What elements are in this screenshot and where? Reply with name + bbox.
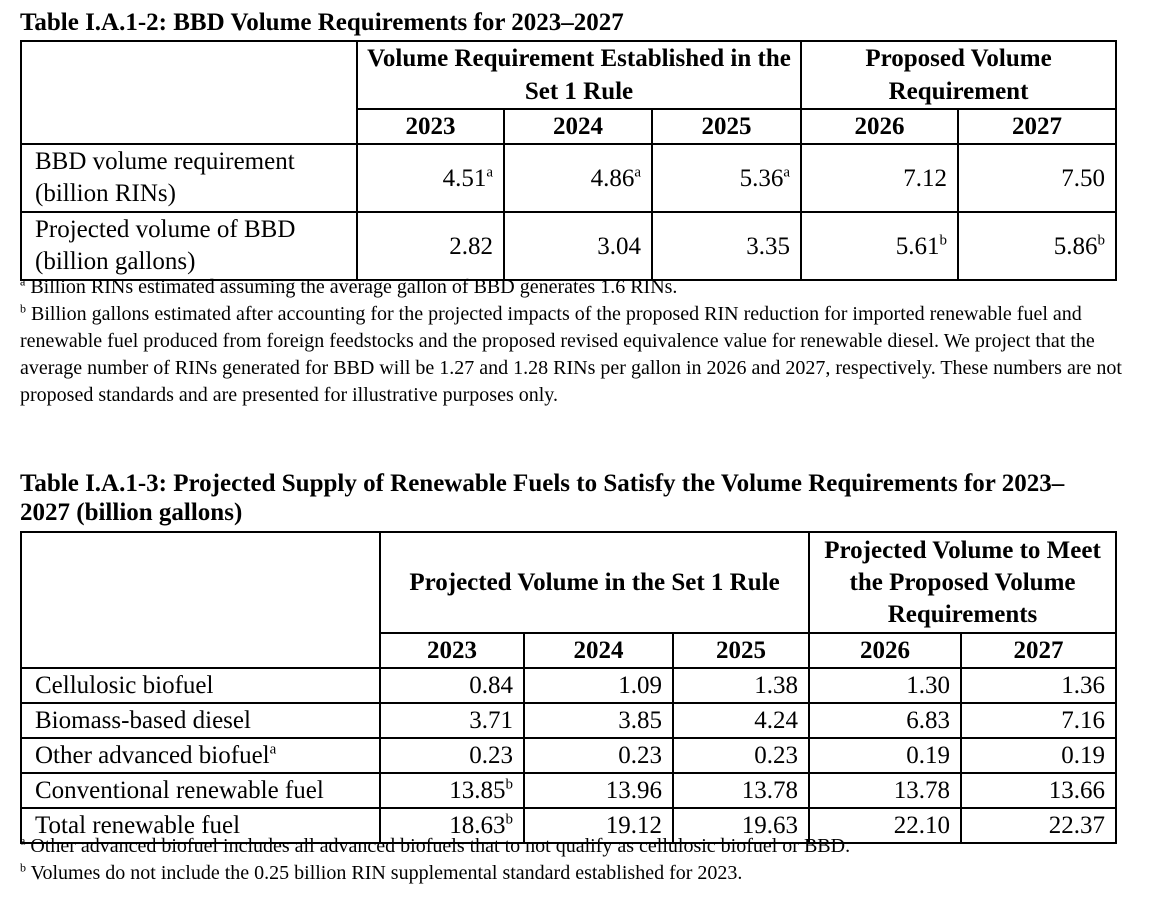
table-cell: 4.86$^a$: [504, 144, 652, 212]
table-row: [21, 212, 1116, 280]
table-cell: 6.83: [809, 703, 961, 738]
table-cell: 5.61$^b$: [801, 212, 958, 280]
table2-stub-header: [21, 532, 380, 668]
table-row: [21, 738, 1116, 773]
table1-group-header-set1: Volume Requirement Established in the Set 1 Rule: [357, 41, 801, 109]
table-cell: 1.30: [809, 668, 961, 703]
projected-supply-table: [20, 531, 1117, 844]
row-label: Projected volume of BBD (billion gallons): [21, 212, 357, 280]
table-cell: 13.78: [809, 773, 961, 808]
table-cell: 0.19: [961, 738, 1116, 773]
table-row: [21, 773, 1116, 808]
table2-footnote-a: $^a$ Other advanced biofuel includes all advanced biofuels that to not qualify as cellulosic biofuel or BBD.: [20, 833, 851, 857]
table-cell: 0.23: [524, 738, 673, 773]
row-label: Biomass-based diesel: [21, 703, 380, 738]
table2-year-header: 2027: [961, 633, 1116, 668]
table1-footnote-a: $^a$ Billion RINs estimated assuming the average gallon of BBD generates 1.6 RINs.: [20, 274, 678, 298]
table2-group-header-set1: Projected Volume in the Set 1 Rule: [380, 532, 809, 633]
table-cell: 3.35: [652, 212, 801, 280]
table-cell: 5.86$^b$: [958, 212, 1116, 280]
row-label: Conventional renewable fuel: [21, 773, 380, 808]
table1-title: Table I.A.1-2: BBD Volume Requirements for 2023–2027: [20, 9, 624, 36]
table-cell: 0.19: [809, 738, 961, 773]
table-cell: 7.12: [801, 144, 958, 212]
table2-year-header: 2026: [809, 633, 961, 668]
table-cell: 7.50: [958, 144, 1116, 212]
table-cell: 13.78: [673, 773, 809, 808]
table-cell: 1.09: [524, 668, 673, 703]
table1-year-header: 2025: [652, 109, 801, 144]
table1-stub-header: [21, 41, 357, 144]
row-label: Total renewable fuel: [21, 808, 380, 843]
table1-year-header: 2026: [801, 109, 958, 144]
table1-footnote-b: $^b$ Billion gallons estimated after accounting for the projected impacts of the proposed RIN reduction for imported renewable fuel and renewable fuel produced from foreign feedstocks and the proposed revised equivalence value for renewable diesel. We project that the average number of RINs generated for BBD will be 1.27 and 1.28 RINs per gallon in 2026 and 2027, respectively. These numbers are not proposed standards and are presented for illustrative purposes only.: [20, 301, 1122, 406]
table1-year-header: 2024: [504, 109, 652, 144]
bbd-volume-requirements-table: [20, 40, 1117, 281]
table2-title: Table I.A.1-3: Projected Supply of Renewable Fuels to Satisfy the Volume Requirements for 2023–2027 (billion gallons): [20, 470, 1065, 526]
table-row: [21, 668, 1116, 703]
table-cell: 3.71: [380, 703, 524, 738]
table-cell: 5.36$^a$: [652, 144, 801, 212]
table-cell: 22.37: [961, 808, 1116, 843]
table-cell: 4.24: [673, 703, 809, 738]
table-cell: 19.63: [673, 808, 809, 843]
table-cell: 4.51$^a$: [357, 144, 504, 212]
table-cell: 2.82: [357, 212, 504, 280]
row-label: Other advanced biofuel$^a$: [21, 738, 380, 773]
table2-year-header: 2023: [380, 633, 524, 668]
table-cell: 0.23: [673, 738, 809, 773]
table2-group-header-proposed: Projected Volume to Meet the Proposed Volume Requirements: [809, 532, 1116, 633]
table-cell: 13.85$^b$: [380, 773, 524, 808]
table1-group-header-proposed: Proposed Volume Requirement: [801, 41, 1116, 109]
table-row: [21, 144, 1116, 212]
table-cell: 3.85: [524, 703, 673, 738]
table2-year-header: 2024: [524, 633, 673, 668]
table-cell: 22.10: [809, 808, 961, 843]
table2-year-header: 2025: [673, 633, 809, 668]
table2-footnote-b: $^b$ Volumes do not include the 0.25 billion RIN supplemental standard established for 2023.: [20, 860, 743, 884]
table-cell: 0.84: [380, 668, 524, 703]
table-cell: 1.38: [673, 668, 809, 703]
table-cell: 13.96: [524, 773, 673, 808]
row-label: Cellulosic biofuel: [21, 668, 380, 703]
row-label: BBD volume requirement (billion RINs): [21, 144, 357, 212]
table-cell: 13.66: [961, 773, 1116, 808]
table-cell: 19.12: [524, 808, 673, 843]
table-cell: 1.36: [961, 668, 1116, 703]
table-cell: 7.16: [961, 703, 1116, 738]
table1-year-header: 2023: [357, 109, 504, 144]
table-cell: 3.04: [504, 212, 652, 280]
table-row: [21, 703, 1116, 738]
table1-year-header: 2027: [958, 109, 1116, 144]
table-cell: 0.23: [380, 738, 524, 773]
table-cell: 18.63$^b$: [380, 808, 524, 843]
